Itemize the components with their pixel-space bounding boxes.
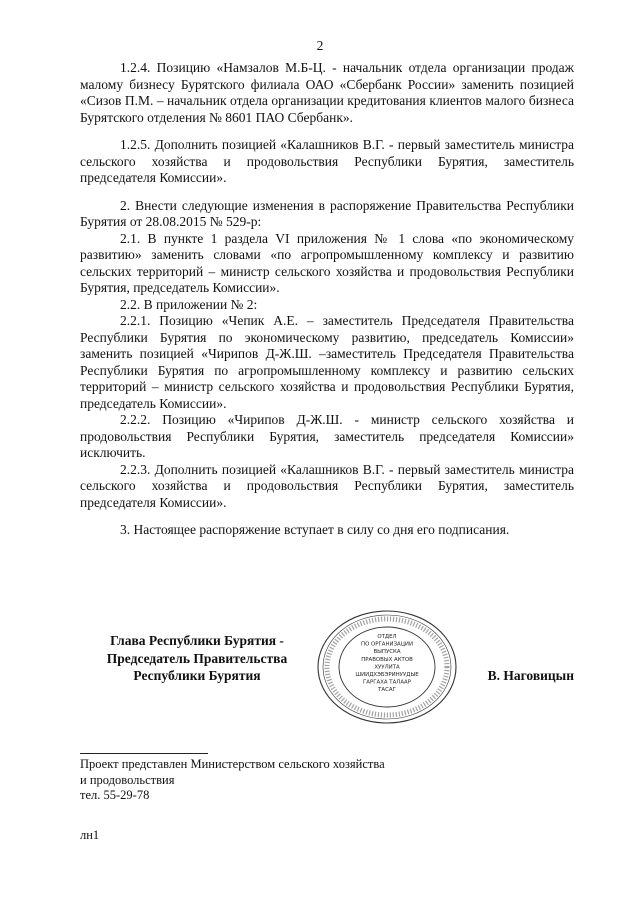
document-code: лн1 [80, 828, 100, 842]
paragraph-2-2-3: 2.2.3. Дополнить позицией «Калашников В.Г. - первый заместитель министра сельского хозяйства и продовольствия Республики Бурятия, заместитель председателя Комиссии». [80, 461, 574, 510]
footer-note [80, 757, 385, 804]
paragraph-2-2: 2.2. В приложении № 2: [120, 296, 258, 312]
signatory-title-line: Председатель Правительства [106, 650, 288, 666]
paragraph-1-2-5: 1.2.5. Дополнить позицией «Калашников В.Г. - первый заместитель министра сельского хозяйства и продовольствия Республики Бурятия, заместитель председателя Комиссии». [80, 137, 574, 185]
document-body [80, 60, 574, 539]
signatory-title-line: Республики Бурятия [133, 668, 261, 683]
seal-text-line: ХУУЛИТА [374, 664, 400, 671]
official-seal [312, 608, 462, 726]
seal-text-line: ШИИДХЭБЭРИНУУДЫЕ [355, 672, 419, 678]
paragraph-2-2-1: 2.2.1. Позицию «Чепик А.Е. – заместитель Председателя Правительства Республики Бурятия по экономическому развитию, председатель Комиссии» заменить позицией «Чирипов Д-Ж.Ш. –заместитель Председателя Правительства Республики Бурятия по агропромышленному комплексу и развитию сельских территорий – министр сельского хозяйства и продовольствия Республики Бурятия, председатель Комиссии». [80, 313, 574, 411]
seal-text-line: ОТДЕЛ [377, 634, 397, 640]
page-number: 2 [316, 38, 324, 53]
footer-line: Проект представлен Министерством сельского хозяйства [80, 757, 385, 771]
seal-text-line: ВЫПУСКА [373, 649, 401, 656]
footer-line: и продовольствия [80, 772, 175, 787]
signatory-title-line: Глава Республики Бурятия - [110, 633, 284, 648]
paragraph-3: 3. Настоящее распоряжение вступает в силу со дня его подписания. [120, 522, 510, 537]
paragraph-2: 2. Внести следующие изменения в распоряжение Правительства Республики Бурятия от 28.08.2015 № 529-р: [80, 197, 574, 229]
footer-divider [80, 753, 208, 754]
footer-phone: тел. 55-29-78 [80, 788, 150, 802]
seal-text-line: ПО ОРГАНИЗАЦИИ [361, 641, 413, 648]
paragraph-2-1: 2.1. В пункте 1 раздела VI приложения № 1 слова «по экономическому развитию» заменить словами «по агропромышленному комплексу и развитию сельских территорий – министр сельского хозяйства и продовольствия Республики Бурятия, председатель Комиссии». [80, 230, 574, 295]
seal-text-line: ГАРГАХА ТАЛААР [363, 679, 411, 686]
seal-text-line: ТАСАГ [378, 687, 396, 694]
signatory-title [82, 632, 312, 685]
signature-block [0, 628, 640, 728]
paragraph-1-2-4: 1.2.4. Позицию «Намзалов М.Б-Ц. - начальник отдела организации продаж малому бизнесу Бурятского филиала ОАО «Сбербанк России» заменить позицией «Сизов П.М. – начальник отдела организации кредитования клиентов малого бизнеса Бурятского отделения № 8601 ПАО Сбербанк». [80, 60, 574, 125]
seal-text-line: ПРАВОВЫХ АКТОВ [361, 656, 413, 663]
signatory-name: В. Наговицын [487, 668, 574, 683]
paragraph-2-2-2: 2.2.2. Позицию «Чирипов Д-Ж.Ш. - министр сельского хозяйства и продовольствия Республики Бурятия, заместитель председателя Комиссии» исключить. [80, 412, 574, 460]
